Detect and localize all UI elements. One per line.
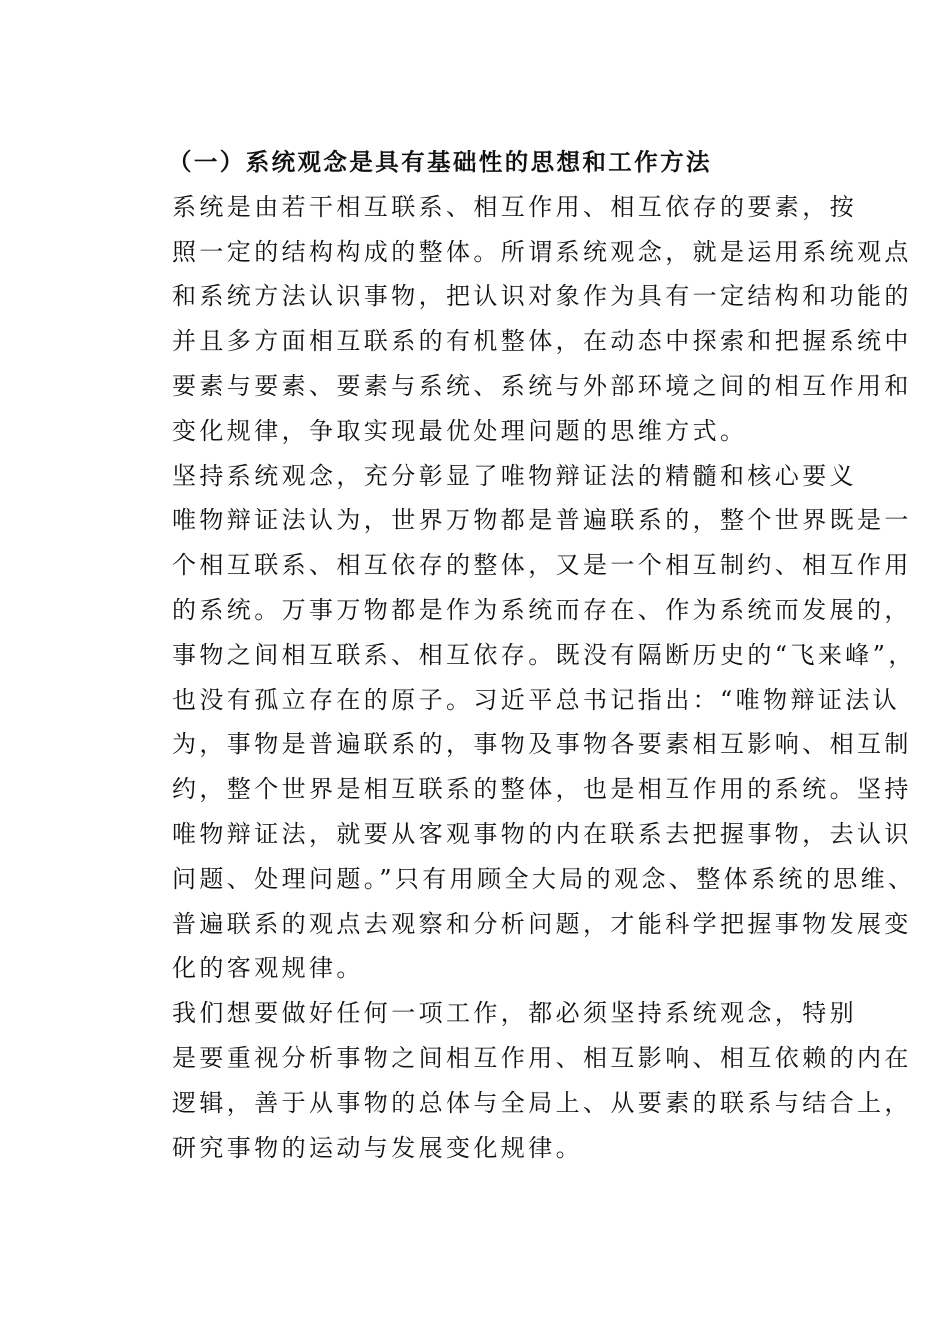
text-line: 问题、处理问题。”只有用顾全大局的观念、整体系统的思维、 [172, 864, 916, 893]
text-line: 照一定的结构构成的整体。所谓系统观念，就是运用系统观点 [172, 237, 912, 266]
paragraph-dialectics [120, 454, 916, 992]
text-line: 和系统方法认识事物，把认识对象作为具有一定结构和功能的 [172, 282, 912, 311]
text-line: 普遍联系的观点去观察和分析问题，才能科学把握事物发展变 [172, 909, 912, 938]
text-line: 并且多方面相互联系的有机整体，在动态中探索和把握系统中 [172, 327, 912, 356]
text-line: 为，事物是普遍联系的，事物及事物各要素相互影响、相互制 [172, 730, 912, 759]
text-line: 个相互联系、相互依存的整体，又是一个相互制约、相互作用 [172, 551, 912, 580]
section-heading: （一）系统观念是具有基础性的思想和工作方法 [168, 148, 712, 176]
text-line: 约，整个世界是相互联系的整体，也是相互作用的系统。坚持 [172, 775, 912, 804]
text-line: 逻辑，善于从事物的总体与全局上、从要素的联系与结合上， [172, 1088, 912, 1117]
paragraph-system-definition [120, 185, 912, 454]
text-line: 是要重视分析事物之间相互作用、相互影响、相互依赖的内在 [172, 1043, 912, 1072]
text-line: 坚持系统观念，充分彰显了唯物辩证法的精髓和核心要义 [172, 461, 857, 490]
text-line: 我们想要做好任何一项工作，都必须坚持系统观念，特别 [172, 999, 857, 1028]
text-line: 的系统。万事万物都是作为系统而存在、作为系统而发展的， [172, 595, 912, 624]
text-line: 变化规律，争取实现最优处理问题的思维方式。 [172, 416, 748, 445]
text-line: 系统是由若干相互联系、相互作用、相互依存的要素，按 [172, 192, 857, 221]
text-line: 也没有孤立存在的原子。习近平总书记指出：“唯物辩证法认 [172, 685, 901, 714]
text-line: 化的客观规律。 [172, 954, 364, 983]
paragraph-work-approach [120, 991, 912, 1170]
document-body [120, 140, 916, 1170]
text-line: 事物之间相互联系、相互依存。既没有隔断历史的“飞来峰”， [172, 640, 916, 669]
text-line: 要素与要素、要素与系统、系统与外部环境之间的相互作用和 [172, 371, 912, 400]
text-line: 唯物辩证法，就要从客观事物的内在联系去把握事物，去认识 [172, 819, 912, 848]
text-line: 研究事物的运动与发展变化规律。 [172, 1133, 583, 1162]
text-line: 唯物辩证法认为，世界万物都是普遍联系的，整个世界既是一 [172, 506, 912, 535]
